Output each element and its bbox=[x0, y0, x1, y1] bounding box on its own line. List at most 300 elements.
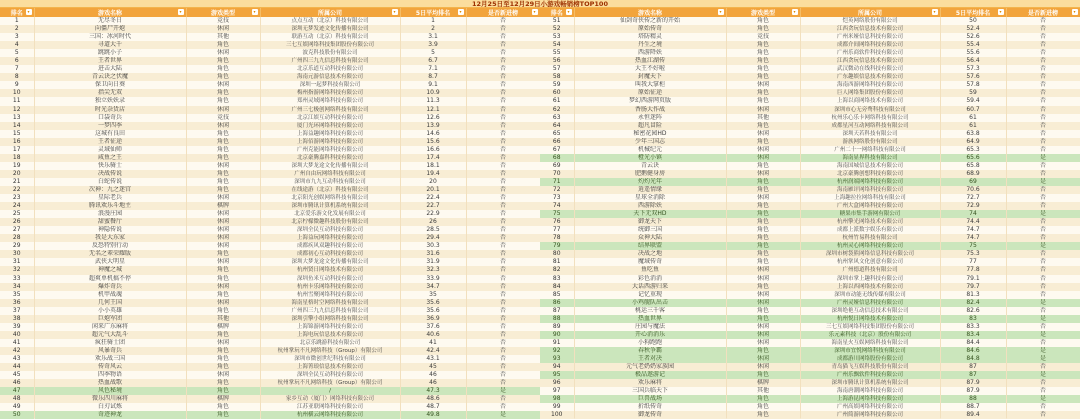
filter-dropdown-icon[interactable]: ▾ bbox=[793, 9, 796, 14]
company-cell: 杭州掌玩不凡网络科技（Group）有限公司 bbox=[260, 347, 400, 355]
new-flag-cell: 否 bbox=[466, 315, 540, 323]
type-cell: 角色 bbox=[186, 355, 260, 363]
table-row bbox=[0, 234, 540, 242]
new-flag-cell: 否 bbox=[1006, 33, 1080, 41]
new-flag-cell: 否 bbox=[1006, 57, 1080, 65]
type-cell: 角色 bbox=[186, 73, 260, 81]
company-cell: 北京豪腾创想科技有限公司 bbox=[800, 170, 940, 178]
rank-cell: 71 bbox=[540, 178, 574, 186]
table-row bbox=[540, 355, 1080, 363]
table-row bbox=[540, 403, 1080, 411]
table-row bbox=[540, 242, 1080, 250]
new-flag-cell: 否 bbox=[466, 25, 540, 33]
table-row bbox=[0, 178, 540, 186]
game-name-cell: 星球全消除 bbox=[574, 194, 726, 202]
game-name-cell: 叫我大掌柜 bbox=[574, 81, 726, 89]
header-row bbox=[540, 8, 1080, 17]
table-row bbox=[0, 210, 540, 218]
avg-rank-cell: 84.8 bbox=[940, 355, 1006, 363]
game-name-cell: 小小英雄 bbox=[34, 307, 186, 315]
table-row bbox=[0, 403, 540, 411]
avg-rank-cell: 72.7 bbox=[940, 194, 1006, 202]
type-cell: 角色 bbox=[186, 387, 260, 395]
avg-rank-cell: 59 bbox=[940, 89, 1006, 97]
game-name-cell: 神隐传说 bbox=[34, 226, 186, 234]
table-row bbox=[540, 65, 1080, 73]
avg-rank-cell: 65.6 bbox=[940, 154, 1006, 162]
table-row bbox=[540, 339, 1080, 347]
game-name-cell: 风色秘境 bbox=[34, 387, 186, 395]
new-flag-cell: 否 bbox=[466, 41, 540, 49]
new-flag-cell: 否 bbox=[466, 194, 540, 202]
avg-rank-cell: 16.6 bbox=[400, 146, 466, 154]
company-cell: 三七互娱网络科技集团股份有限公司 bbox=[800, 323, 940, 331]
type-cell: 休闲 bbox=[186, 122, 260, 130]
new-flag-cell: 否 bbox=[1006, 234, 1080, 242]
company-cell: 北京江娱互动科技有限公司 bbox=[260, 114, 400, 122]
filter-dropdown-icon[interactable]: ▾ bbox=[1073, 9, 1076, 14]
rank-cell: 90 bbox=[540, 331, 574, 339]
company-cell: 深圳市九九互动科技有限公司 bbox=[260, 178, 400, 186]
avg-rank-cell: 8.7 bbox=[400, 73, 466, 81]
rank-cell: 98 bbox=[540, 395, 574, 403]
game-name-cell: 口袋奇兵 bbox=[34, 114, 186, 122]
rank-cell: 9 bbox=[0, 81, 34, 89]
avg-rank-cell: 20 bbox=[400, 178, 466, 186]
type-cell: 休闲 bbox=[186, 242, 260, 250]
game-type-column-header bbox=[726, 8, 800, 17]
company-cell: 广州二十一网络科技有限公司 bbox=[800, 146, 940, 154]
new-flag-cell: 是 bbox=[1006, 331, 1080, 339]
company-cell: 杭州乐心乐卡网络科技有限公司 bbox=[800, 114, 940, 122]
avg-rank-column-header bbox=[400, 8, 466, 17]
game-name-cell: 无名之辈荣耀版 bbox=[34, 250, 186, 258]
filter-dropdown-icon[interactable]: ▾ bbox=[179, 9, 182, 14]
column-header-label: 游戏类型 bbox=[210, 10, 235, 17]
new-flag-cell: 否 bbox=[466, 347, 540, 355]
company-cell: 海南星格时空网络科技有限公司 bbox=[260, 299, 400, 307]
rank-cell: 15 bbox=[0, 130, 34, 138]
table-row bbox=[0, 73, 540, 81]
column-header-label: 排名 bbox=[550, 10, 563, 17]
new-flag-cell: 否 bbox=[1006, 138, 1080, 146]
new-flag-cell: 否 bbox=[1006, 283, 1080, 291]
avg-rank-cell: 52.4 bbox=[940, 25, 1006, 33]
page-title: 12月25日至12月29日小游戏畅销榜TOP100 bbox=[0, 0, 1080, 8]
avg-rank-cell: 65.3 bbox=[940, 146, 1006, 154]
rank-cell: 82 bbox=[540, 266, 574, 274]
game-name-cell: 大王不好啦 bbox=[574, 65, 726, 73]
type-cell: 休闲 bbox=[726, 106, 800, 114]
company-cell: 广州简游网络科技有限公司 bbox=[800, 411, 940, 419]
type-cell: 角色 bbox=[726, 25, 800, 33]
game-name-cell: 腾讯欢乐斗地主 bbox=[34, 202, 186, 210]
game-name-cell: 超元气大乱斗 bbox=[34, 331, 186, 339]
avg-rank-cell: 74.7 bbox=[940, 226, 1006, 234]
rank-cell: 86 bbox=[540, 299, 574, 307]
avg-rank-cell: 72.9 bbox=[940, 202, 1006, 210]
type-cell: 角色 bbox=[186, 331, 260, 339]
game-name-cell: 灼灼光年 bbox=[574, 178, 726, 186]
company-cell: 杭州雪聚网络科技有限公司 bbox=[260, 291, 400, 299]
avg-rank-cell: 50 bbox=[940, 17, 1006, 25]
filter-dropdown-icon[interactable]: ▾ bbox=[27, 9, 30, 14]
rank-cell: 11 bbox=[0, 97, 34, 105]
new-flag-cell: 否 bbox=[466, 106, 540, 114]
avg-rank-cell: 7.1 bbox=[400, 65, 466, 73]
table-row bbox=[0, 106, 540, 114]
avg-rank-cell: 63.8 bbox=[940, 130, 1006, 138]
new-flag-cell: 否 bbox=[1006, 162, 1080, 170]
table-row bbox=[0, 130, 540, 138]
company-cell: 青岛猫飞互娱科技股份有限公司 bbox=[800, 363, 940, 371]
new-flag-cell: 否 bbox=[466, 283, 540, 291]
avg-rank-cell: 59.4 bbox=[940, 97, 1006, 105]
type-cell: 竞技 bbox=[186, 17, 260, 25]
avg-rank-cell: 79.7 bbox=[940, 283, 1006, 291]
company-cell: 北京乐跳游科技有限公司 bbox=[260, 339, 400, 347]
avg-rank-cell: 61 bbox=[940, 122, 1006, 130]
type-cell: 休闲 bbox=[186, 299, 260, 307]
table-row bbox=[540, 170, 1080, 178]
avg-rank-cell: 68.9 bbox=[940, 170, 1006, 178]
filter-dropdown-icon[interactable]: ▾ bbox=[533, 9, 536, 14]
game-name-cell: 西游降妖 bbox=[574, 49, 726, 57]
avg-rank-cell: 87 bbox=[940, 363, 1006, 371]
avg-rank-cell: 14.6 bbox=[400, 130, 466, 138]
game-name-cell: 热血战歌 bbox=[34, 379, 186, 387]
company-cell: 杭州润端网络科技有限公司 bbox=[800, 178, 940, 186]
table-row bbox=[0, 218, 540, 226]
company-cell: 海南雁评网络科技有限公司 bbox=[800, 186, 940, 194]
filter-dropdown-icon[interactable]: ▾ bbox=[459, 9, 462, 14]
filter-dropdown-icon[interactable]: ▾ bbox=[393, 9, 396, 14]
rank-cell: 57 bbox=[540, 65, 574, 73]
type-cell: 棋牌 bbox=[186, 202, 260, 210]
game-name-cell: 少年三国志 bbox=[574, 138, 726, 146]
table-row bbox=[540, 323, 1080, 331]
game-name-cell: 鱼吃鱼 bbox=[574, 266, 726, 274]
new-flag-cell: 否 bbox=[466, 210, 540, 218]
table-row bbox=[540, 266, 1080, 274]
new-flag-cell: 是 bbox=[1006, 242, 1080, 250]
avg-rank-cell: 37.6 bbox=[400, 323, 466, 331]
new-flag-cell: 否 bbox=[1006, 323, 1080, 331]
column-header-label: 5日平均排名 bbox=[955, 10, 991, 17]
avg-rank-cell: 18.1 bbox=[400, 162, 466, 170]
type-cell: 休闲 bbox=[186, 226, 260, 234]
type-cell: 角色 bbox=[726, 41, 800, 49]
company-cell: 北京乐道互动科技有限公司 bbox=[260, 65, 400, 73]
type-cell: 角色 bbox=[186, 41, 260, 49]
rank-cell: 12 bbox=[0, 106, 34, 114]
new-flag-cell: 否 bbox=[466, 138, 540, 146]
company-cell: 上海箐琅信息技术有限公司 bbox=[260, 363, 400, 371]
table-row bbox=[540, 33, 1080, 41]
type-cell: 休闲 bbox=[186, 49, 260, 57]
rank-table-left-half bbox=[0, 8, 540, 419]
type-cell: 角色 bbox=[186, 146, 260, 154]
rank-cell: 27 bbox=[0, 226, 34, 234]
company-cell: 广州自由玩网络科技有限公司 bbox=[260, 170, 400, 178]
game-name-cell: 极品遨游记 bbox=[574, 371, 726, 379]
rank-cell: 85 bbox=[540, 291, 574, 299]
avg-rank-cell: 3.1 bbox=[400, 33, 466, 41]
type-cell: 其他 bbox=[186, 315, 260, 323]
new-flag-cell: 否 bbox=[466, 258, 540, 266]
rank-cell: 61 bbox=[540, 97, 574, 105]
rank-column-header bbox=[540, 8, 574, 17]
new-flag-cell: 是 bbox=[466, 411, 540, 419]
game-name-cell: 反恐特别行动 bbox=[34, 242, 186, 250]
game-name-cell: 魔域传奇 bbox=[574, 258, 726, 266]
avg-rank-cell: 12.6 bbox=[400, 114, 466, 122]
type-cell: 休闲 bbox=[726, 299, 800, 307]
new-flag-cell: 否 bbox=[1006, 363, 1080, 371]
type-cell: 角色 bbox=[186, 89, 260, 97]
type-cell: 角色 bbox=[186, 403, 260, 411]
table-row bbox=[540, 17, 1080, 25]
avg-rank-cell: 69 bbox=[940, 178, 1006, 186]
rank-cell: 84 bbox=[540, 283, 574, 291]
company-cell: 深圳全民互动科技有限公司 bbox=[260, 371, 400, 379]
new-flag-cell: 否 bbox=[466, 65, 540, 73]
table-row bbox=[0, 299, 540, 307]
column-header-label: 所属公司 bbox=[857, 10, 882, 17]
rank-table-right bbox=[540, 8, 1080, 419]
type-cell: 休闲 bbox=[186, 162, 260, 170]
game-name-cell: 这城有良田 bbox=[34, 130, 186, 138]
table-row bbox=[0, 258, 540, 266]
new-flag-cell: 否 bbox=[1006, 403, 1080, 411]
table-row bbox=[540, 291, 1080, 299]
rank-cell: 65 bbox=[540, 130, 574, 138]
new-flag-cell: 否 bbox=[466, 266, 540, 274]
table-row bbox=[0, 33, 540, 41]
table-row bbox=[540, 41, 1080, 49]
rank-cell: 37 bbox=[0, 307, 34, 315]
company-cell: 成都上派数字娱乐有限公司 bbox=[800, 226, 940, 234]
type-cell: 角色 bbox=[726, 178, 800, 186]
game-name-cell: 青云诀之伏魔 bbox=[34, 73, 186, 81]
new-flag-cell: 否 bbox=[466, 242, 540, 250]
table-row bbox=[0, 57, 540, 65]
new-flag-cell: 否 bbox=[466, 146, 540, 154]
new-flag-cell: 否 bbox=[1006, 339, 1080, 347]
type-cell: 休闲 bbox=[186, 106, 260, 114]
type-cell: 其他 bbox=[186, 33, 260, 41]
new-flag-cell: 否 bbox=[466, 299, 540, 307]
rank-cell: 93 bbox=[540, 355, 574, 363]
table-row bbox=[540, 331, 1080, 339]
rank-column-header bbox=[0, 8, 34, 17]
avg-rank-column-header bbox=[940, 8, 1006, 17]
game-name-cell: 甜蜜餐厅 bbox=[34, 218, 186, 226]
type-cell: 休闲 bbox=[186, 218, 260, 226]
company-cell: 巨人网络集团股份有限公司 bbox=[800, 89, 940, 97]
rank-cell: 56 bbox=[540, 57, 574, 65]
rank-cell: 95 bbox=[540, 371, 574, 379]
new-flag-cell: 否 bbox=[1006, 130, 1080, 138]
type-cell: 角色 bbox=[186, 65, 260, 73]
rank-cell: 97 bbox=[540, 387, 574, 395]
rank-cell: 73 bbox=[540, 194, 574, 202]
game-name-cell: 春秋争霸 bbox=[574, 347, 726, 355]
rank-cell: 24 bbox=[0, 202, 34, 210]
new-flag-cell: 否 bbox=[466, 49, 540, 57]
type-cell: 休闲 bbox=[726, 266, 800, 274]
game-name-cell: 御龙天下 bbox=[574, 218, 726, 226]
new-flag-cell: 否 bbox=[466, 130, 540, 138]
filter-dropdown-icon[interactable]: ▾ bbox=[567, 9, 570, 14]
new-flag-cell: 否 bbox=[1006, 89, 1080, 97]
rank-cell: 39 bbox=[0, 323, 34, 331]
rank-cell: 5 bbox=[0, 49, 34, 57]
avg-rank-cell: 74.4 bbox=[940, 218, 1006, 226]
avg-rank-cell: 43.1 bbox=[400, 355, 466, 363]
avg-rank-cell: 36.9 bbox=[400, 315, 466, 323]
rank-cell: 63 bbox=[540, 114, 574, 122]
new-flag-cell: 否 bbox=[466, 331, 540, 339]
avg-rank-cell: 77 bbox=[940, 258, 1006, 266]
rank-cell: 13 bbox=[0, 114, 34, 122]
game-name-cell: 巨兽战场 bbox=[574, 395, 726, 403]
rank-cell: 49 bbox=[0, 403, 34, 411]
new-flag-cell: 否 bbox=[1006, 275, 1080, 283]
rank-cell: 81 bbox=[540, 258, 574, 266]
company-cell: 江苏亚联网络科技有限公司 bbox=[260, 403, 400, 411]
type-cell: 角色 bbox=[726, 89, 800, 97]
table-row bbox=[0, 250, 540, 258]
type-cell: 角色 bbox=[726, 73, 800, 81]
new-flag-cell: 是 bbox=[1006, 347, 1080, 355]
rank-cell: 30 bbox=[0, 250, 34, 258]
avg-rank-cell: 15.6 bbox=[400, 138, 466, 146]
company-cell: 上海游昆网络科技有限公司 bbox=[800, 395, 940, 403]
new-flag-cell: 否 bbox=[1006, 387, 1080, 395]
rank-cell: 79 bbox=[540, 242, 574, 250]
type-cell: 角色 bbox=[726, 49, 800, 57]
new-flag-cell: 是 bbox=[1006, 315, 1080, 323]
rank-cell: 59 bbox=[540, 81, 574, 89]
game-name-cell: 决战之地 bbox=[574, 250, 726, 258]
game-type-column-header bbox=[186, 8, 260, 17]
company-cell: 杭州擎光网络技术有限公司 bbox=[800, 218, 940, 226]
type-cell: 其他 bbox=[726, 387, 800, 395]
rank-cell: 58 bbox=[540, 73, 574, 81]
game-name-cell: 小鸡舰队出击 bbox=[574, 299, 726, 307]
type-cell: 休闲 bbox=[186, 371, 260, 379]
rank-cell: 20 bbox=[0, 170, 34, 178]
avg-rank-cell: 87 bbox=[940, 371, 1006, 379]
company-cell: 江西贪玩信息技术有限公司 bbox=[800, 57, 940, 65]
rank-cell: 66 bbox=[540, 138, 574, 146]
avg-rank-cell: 13.9 bbox=[400, 122, 466, 130]
table-row bbox=[0, 371, 540, 379]
rank-cell: 34 bbox=[0, 283, 34, 291]
avg-rank-cell: 83.3 bbox=[940, 323, 1006, 331]
rank-cell: 7 bbox=[0, 65, 34, 73]
table-row bbox=[540, 130, 1080, 138]
game-name-cell: 风暴奇兵 bbox=[34, 347, 186, 355]
avg-rank-cell: 79.1 bbox=[940, 275, 1006, 283]
type-cell: 角色 bbox=[726, 122, 800, 130]
avg-rank-cell: 82.4 bbox=[940, 299, 1006, 307]
rank-cell: 68 bbox=[540, 154, 574, 162]
game-name-cell: 彩色消消 bbox=[574, 275, 726, 283]
avg-rank-cell: 89.4 bbox=[940, 411, 1006, 419]
type-cell: 角色 bbox=[186, 379, 260, 387]
type-cell: 角色 bbox=[726, 210, 800, 218]
game-name-cell: 一梦四季 bbox=[34, 122, 186, 130]
table-row bbox=[0, 97, 540, 105]
new-flag-cell: 否 bbox=[1006, 266, 1080, 274]
rank-cell: 28 bbox=[0, 234, 34, 242]
rank-cell: 87 bbox=[540, 307, 574, 315]
type-cell: 休闲 bbox=[726, 355, 800, 363]
game-name-cell: 我是大东家 bbox=[34, 234, 186, 242]
new-flag-cell: 是 bbox=[1006, 355, 1080, 363]
table-row bbox=[0, 154, 540, 162]
avg-rank-cell: 74 bbox=[940, 210, 1006, 218]
rank-cell: 10 bbox=[0, 89, 34, 97]
column-header-label: 排名 bbox=[10, 10, 23, 17]
game-name-cell: 浪漫庄园 bbox=[34, 210, 186, 218]
new-flag-cell: 否 bbox=[1006, 81, 1080, 89]
avg-rank-cell: 82.6 bbox=[940, 307, 1006, 315]
type-cell: 角色 bbox=[726, 202, 800, 210]
company-cell: 三七互娱网络科技集团股份有限公司 bbox=[260, 41, 400, 49]
table-row bbox=[0, 291, 540, 299]
new-flag-cell: 否 bbox=[466, 323, 540, 331]
game-name-cell: 王者世界 bbox=[34, 57, 186, 65]
company-cell: 厦门光环网络科技有限公司 bbox=[260, 122, 400, 130]
avg-rank-cell: 70.6 bbox=[940, 186, 1006, 194]
new-flag-cell: 否 bbox=[466, 363, 540, 371]
avg-rank-cell: 56.4 bbox=[940, 57, 1006, 65]
new-flag-cell: 否 bbox=[466, 403, 540, 411]
new-flag-cell: 否 bbox=[466, 202, 540, 210]
avg-rank-cell: 75 bbox=[940, 242, 1006, 250]
company-cell: 北京爱乐游文化发展有限公司 bbox=[260, 210, 400, 218]
new-flag-cell: 否 bbox=[466, 250, 540, 258]
game-name-cell: 星际老兵 bbox=[34, 194, 186, 202]
avg-rank-cell: 31.9 bbox=[400, 258, 466, 266]
filter-dropdown-icon[interactable]: ▾ bbox=[999, 9, 1002, 14]
filter-dropdown-icon[interactable]: ▾ bbox=[933, 9, 936, 14]
column-header-label: 所属公司 bbox=[317, 10, 342, 17]
type-cell: 竞技 bbox=[726, 33, 800, 41]
table-row bbox=[0, 81, 540, 89]
game-name-cell: 折纸传奇 bbox=[574, 403, 726, 411]
company-cell: 海南元游信息技术有限公司 bbox=[260, 73, 400, 81]
type-cell: 角色 bbox=[726, 242, 800, 250]
avg-rank-cell: 10.9 bbox=[400, 89, 466, 97]
rank-cell: 21 bbox=[0, 178, 34, 186]
filter-dropdown-icon[interactable]: ▾ bbox=[719, 9, 722, 14]
rank-cell: 67 bbox=[540, 146, 574, 154]
new-flag-cell: 是 bbox=[1006, 371, 1080, 379]
type-cell: 休闲 bbox=[726, 291, 800, 299]
type-cell: 角色 bbox=[726, 57, 800, 65]
game-name-cell: 进击大陆 bbox=[34, 65, 186, 73]
table-row bbox=[540, 258, 1080, 266]
rank-cell: 50 bbox=[0, 411, 34, 419]
filter-dropdown-icon[interactable]: ▾ bbox=[253, 9, 256, 14]
new-flag-cell: 否 bbox=[466, 170, 540, 178]
table-row bbox=[0, 146, 540, 154]
table-row bbox=[0, 170, 540, 178]
